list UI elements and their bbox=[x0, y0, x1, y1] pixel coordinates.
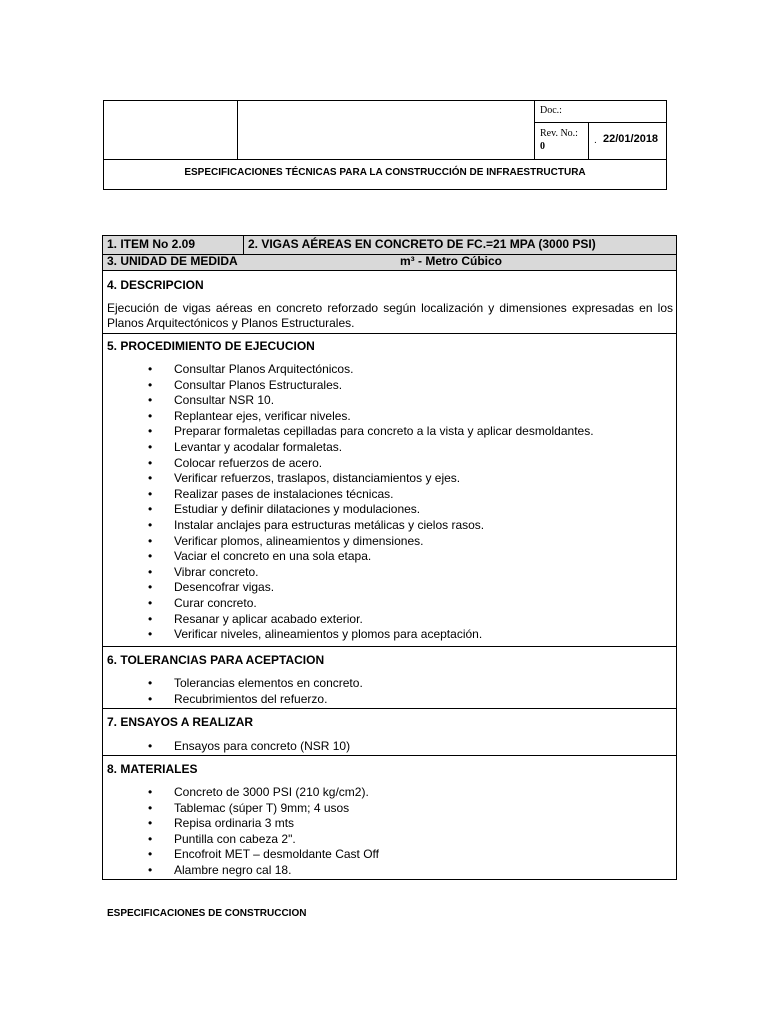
list-item: • Realizar pases de instalaciones técnicas. bbox=[103, 487, 594, 503]
divider bbox=[103, 708, 676, 709]
list-item: • Consultar NSR 10. bbox=[103, 393, 594, 409]
ensayos-title: 7. ENSAYOS A REALIZAR bbox=[107, 715, 254, 729]
list-item: • Colocar refuerzos de acero. bbox=[103, 456, 594, 472]
document-title: ESPECIFICACIONES TÉCNICAS PARA LA CONSTRUCCIÓN DE INFRAESTRUCTURA bbox=[184, 167, 586, 178]
list-item: • Preparar formaletas cepilladas para concreto a la vista y aplicar desmoldantes. bbox=[103, 424, 594, 440]
list-item: • Puntilla con cabeza 2". bbox=[103, 832, 379, 848]
list-item: • Encofroit MET – desmoldante Cast Off bbox=[103, 847, 379, 863]
list-item: • Vaciar el concreto en una sola etapa. bbox=[103, 549, 594, 565]
descripcion-title: 4. DESCRIPCION bbox=[107, 278, 204, 292]
divider bbox=[243, 236, 244, 254]
list-item: • Verificar niveles, alineamientos y plomos para aceptación. bbox=[103, 627, 594, 643]
divider bbox=[103, 270, 676, 271]
tolerancias-title: 6. TOLERANCIAS PARA ACEPTACION bbox=[107, 653, 325, 667]
revision-dot: . bbox=[594, 135, 597, 146]
list-item: • Verificar plomos, alineamientos y dimensiones. bbox=[103, 534, 594, 550]
revision-number: 0 bbox=[540, 141, 545, 152]
list-item: • Estudiar y definir dilataciones y modulaciones. bbox=[103, 502, 594, 518]
list-item: • Resanar y aplicar acabado exterior. bbox=[103, 612, 594, 628]
revision-date: 22/01/2018 bbox=[603, 133, 659, 145]
specification-table bbox=[102, 235, 677, 880]
divider bbox=[103, 646, 676, 647]
revision-label bbox=[540, 127, 578, 153]
page-footer: ESPECIFICACIONES DE CONSTRUCCION bbox=[107, 908, 307, 919]
list-item: • Concreto de 3000 PSI (210 kg/cm2). bbox=[103, 785, 379, 801]
divider bbox=[534, 101, 535, 159]
item-number: 1. ITEM No 2.09 bbox=[107, 237, 196, 251]
document-header bbox=[103, 100, 667, 190]
procedimiento-title: 5. PROCEDIMIENTO DE EJECUCION bbox=[107, 339, 315, 353]
list-item: • Replantear ejes, verificar niveles. bbox=[103, 409, 594, 425]
item-name: 2. VIGAS AÉREAS EN CONCRETO DE FC.=21 MPA (3000 PSI) bbox=[248, 237, 596, 251]
materiales-title: 8. MATERIALES bbox=[107, 762, 198, 776]
list-item: • Alambre negro cal 18. bbox=[103, 863, 379, 879]
unit-label: 3. UNIDAD DE MEDIDA bbox=[107, 254, 238, 268]
revision-label-text: Rev. No.: bbox=[540, 128, 578, 139]
list-item: • Recubrimientos del refuerzo. bbox=[103, 692, 363, 708]
list-item: • Repisa ordinaria 3 mts bbox=[103, 816, 379, 832]
divider bbox=[588, 122, 589, 159]
list-item: • Tablemac (súper T) 9mm; 4 usos bbox=[103, 801, 379, 817]
divider bbox=[237, 101, 238, 159]
divider bbox=[104, 159, 666, 160]
list-item: • Levantar y acodalar formaletas. bbox=[103, 440, 594, 456]
list-item: • Ensayos para concreto (NSR 10) bbox=[103, 739, 350, 755]
descripcion-text: Ejecución de vigas aéreas en concreto reforzado según localización y dimensiones expresadas en los Planos Arquitectónicos y Planos Estructurales. bbox=[107, 301, 673, 330]
ensayos-list bbox=[103, 739, 350, 755]
list-item: • Curar concreto. bbox=[103, 596, 594, 612]
procedimiento-list bbox=[103, 362, 594, 643]
materiales-list bbox=[103, 785, 379, 879]
list-item: • Instalar anclajes para estructuras metálicas y cielos rasos. bbox=[103, 518, 594, 534]
list-item: • Verificar refuerzos, traslapos, distanciamientos y ejes. bbox=[103, 471, 594, 487]
list-item: • Desencofrar vigas. bbox=[103, 580, 594, 596]
list-item: • Vibrar concreto. bbox=[103, 565, 594, 581]
doc-label: Doc.: bbox=[540, 105, 562, 116]
list-item: • Consultar Planos Estructurales. bbox=[103, 378, 594, 394]
divider bbox=[103, 755, 676, 756]
divider bbox=[534, 122, 667, 123]
tolerancias-list bbox=[103, 676, 363, 707]
unit-value: m³ - Metro Cúbico bbox=[400, 254, 502, 268]
list-item: • Tolerancias elementos en concreto. bbox=[103, 676, 363, 692]
list-item: • Consultar Planos Arquitectónicos. bbox=[103, 362, 594, 378]
divider bbox=[103, 333, 676, 334]
